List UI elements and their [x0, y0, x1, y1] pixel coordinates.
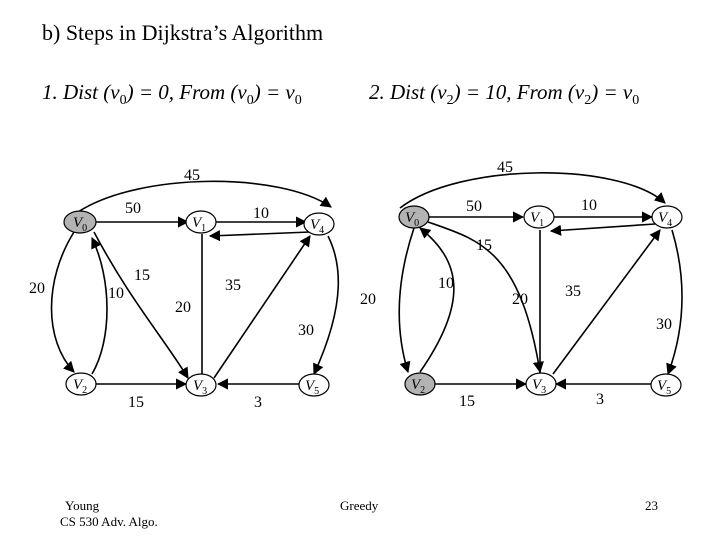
- right-edge-v3-v4: [553, 230, 660, 374]
- left-weight-v0v1: 50: [125, 200, 141, 217]
- left-weight-v0v4: 45: [184, 167, 200, 184]
- right-weight-v0v2: 10: [438, 275, 454, 292]
- right-weight-v4v5: 30: [656, 316, 672, 333]
- left-edge-v3-v4: [214, 236, 310, 378]
- right-weight-v0v1: 50: [466, 198, 482, 215]
- footer-author: Young: [65, 498, 100, 513]
- right-node-v0-label: $V_0$: [405, 210, 420, 229]
- right-weight-v2v3: 15: [459, 393, 475, 410]
- left-weight-v2v0: 10: [108, 285, 124, 302]
- left-edge-v2-v0: [92, 238, 107, 374]
- left-edge-v4-v1: [210, 232, 310, 236]
- left-weight-v3v4: 35: [225, 277, 241, 294]
- left-weight-v4v1: 20: [175, 299, 191, 316]
- page-number: 23: [645, 498, 658, 513]
- left-weight-v5v3: 3: [254, 394, 262, 411]
- left-edge-v0-v2: [52, 232, 75, 372]
- left-weight-v4v5: 30: [298, 322, 314, 339]
- right-edge-v0-v2: [399, 228, 414, 372]
- left-edge-v4-v5: [314, 236, 338, 374]
- step-2-text: 2. Dist $(v_2) = 10$, From $(v_2) = v_0$: [369, 80, 640, 109]
- left-edge-v0-v4: [78, 181, 331, 212]
- right-node-v4-label: $V_4$: [658, 210, 673, 229]
- left-weight-v0v3: 15: [134, 267, 150, 284]
- left-node-v2-label: $V_2$: [73, 377, 88, 396]
- right-node-v3-label: $V_3$: [532, 377, 547, 396]
- left-node-v3-label: $V_3$: [193, 378, 208, 397]
- right-node-v2-label: $V_2$: [411, 377, 426, 396]
- right-edge-v4-v1: [551, 224, 655, 231]
- right-edge-v4-v5: [668, 230, 682, 374]
- right-graph: [360, 159, 682, 410]
- right-node-v1-label: $V_1$: [530, 210, 545, 229]
- right-weight-v0v3: 15: [476, 237, 492, 254]
- left-graph: [29, 167, 338, 411]
- right-weight-v0v4: 45: [497, 159, 513, 176]
- right-weight-v4v1: 20: [512, 291, 528, 308]
- right-weight-v3v4: 35: [565, 283, 581, 300]
- left-weight-v2v3: 15: [128, 394, 144, 411]
- right-edge-v2-v0: [420, 228, 454, 372]
- left-weight-v0v2: 20: [29, 280, 45, 297]
- right-edge-v0-v4: [400, 173, 665, 208]
- left-node-v4-label: $V_4$: [310, 217, 325, 236]
- footer-topic: Greedy: [340, 498, 379, 513]
- left-node-v0-label: $V_0$: [73, 215, 88, 234]
- right-weight-v1v4: 10: [581, 197, 597, 214]
- left-node-v5-label: $V_5$: [305, 378, 320, 397]
- left-node-v1-label: $V_1$: [192, 215, 207, 234]
- right-node-v5-label: $V_5$: [657, 378, 672, 397]
- left-weight-v1v4: 10: [253, 205, 269, 222]
- left-edge-v0-v3: [94, 232, 188, 378]
- slide-title: b) Steps in Dijkstra’s Algorithm: [42, 20, 324, 45]
- step-1-text: 1. Dist $(v_0) = 0$, From $(v_0) = v_0$: [42, 80, 302, 109]
- right-weight-v5v3: 3: [596, 391, 604, 408]
- footer-course: CS 530 Adv. Algo.: [60, 514, 158, 529]
- right-weight-v2v0: 20: [360, 291, 376, 308]
